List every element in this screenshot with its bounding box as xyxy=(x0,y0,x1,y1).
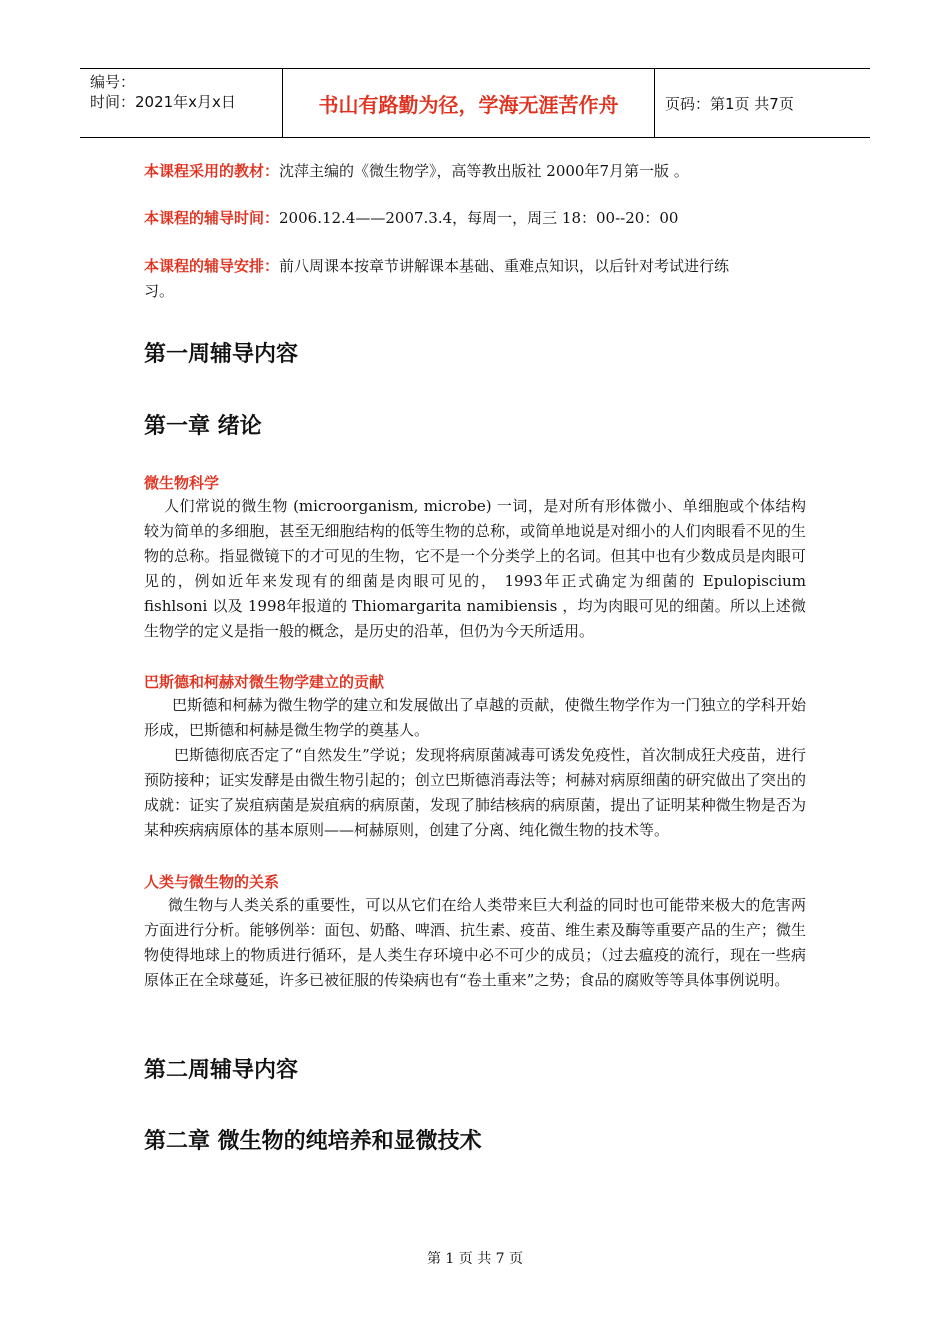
header-motto: 书山有路勤为径，学海无涯苦作舟 xyxy=(283,69,655,137)
week2-title: 第二周辅导内容 xyxy=(144,1058,299,1083)
week1-title: 第一周辅导内容 xyxy=(144,342,299,367)
textbook-label: 本课程采用的教材： xyxy=(144,162,280,180)
plan-line-2: 习。 xyxy=(144,282,175,300)
header-page-info: 页码：第1页 共7页 xyxy=(665,94,794,113)
textbook-line xyxy=(144,159,814,184)
section-paragraph: 巴斯德和柯赫为微生物学的建立和发展做出了卓越的贡献，使微生物学作为一门独立的学科开始形成，巴斯德和柯赫是微生物学的奠基人。 xyxy=(144,696,806,739)
document-header xyxy=(80,68,870,138)
schedule-label: 本课程的辅导时间： xyxy=(144,209,280,227)
time-label: 时间：2021年x月x日 xyxy=(90,93,236,111)
section-heading: 巴斯德和柯赫对微生物学建立的贡献 xyxy=(144,673,385,691)
schedule-value: 2006.12.4——2007.3.4，每周一，周三 18：00--20：00 xyxy=(279,209,679,227)
section-paragraph: 微生物与人类关系的重要性，可以从它们在给人类带来巨大利益的同时也可能带来极大的危害两方面进行分析。能够例举：面包、奶酪、啤酒、抗生素、疫苗、维生素及酶等重要产品的生产；微生物使得地球上的物质进行循环，是人类生存环境中必不可少的成员；（过去瘟疫的流行，现在一些病原体正在全球蔓延，许多已被征服的传染病也有“卷土重来”之势；食品的腐败等等具体事例说明。 xyxy=(144,896,806,989)
section-paragraph: 巴斯德彻底否定了“自然发生”学说；发现将病原菌减毒可诱发免疫性，首次制成狂犬疫苗，进行预防接种；证实发酵是由微生物引起的；创立巴斯德消毒法等；柯赫对病原细菌的研究做出了突出的成就：证实了炭疽病菌是炭疽病的病原菌，发现了肺结核病的病原菌，提出了证明某种微生物是否为某种疾病病原体的基本原则——柯赫原则，创建了分离、纯化微生物的技术等。 xyxy=(144,746,806,839)
number-label: 编号： xyxy=(90,73,136,91)
textbook-value: 沈萍主编的《微生物学》，高等教出版社 2000年7月第一版 。 xyxy=(279,162,689,180)
section-paragraph: 人们常说的微生物 (microorganism, microbe) 一词，是对所有形体微小、单细胞或个体结构较为简单的多细胞，甚至无细胞结构的低等生物的总称，或简单地说是对细小的人们肉眼看不见的生物的总称。指显微镜下的才可见的生物，它不是一个分类学上的名词。但其中也有少数成员是肉眼可见的，例如近年来发现有的细菌是肉眼可见的， 1993年正式确定为细菌的 Epulopiscium fishlsoni 以及 1998年报道的 Thiomargarita namibiensis ，均为肉眼可见的细菌。所以上述微生物学的定义是指一般的概念，是历史的沿革，但仍为今天所适用。 xyxy=(144,497,806,640)
chapter2-title: 第二章 微生物的纯培养和显微技术 xyxy=(144,1129,482,1154)
plan-value: 前八周课本按章节讲解课本基础、重难点知识，以后针对考试进行练 xyxy=(279,257,730,275)
section-heading: 微生物科学 xyxy=(144,474,220,492)
schedule-line xyxy=(144,206,814,231)
section-heading: 人类与微生物的关系 xyxy=(144,873,280,891)
plan-label: 本课程的辅导安排： xyxy=(144,257,280,275)
header-meta-cell xyxy=(80,69,283,137)
plan-line xyxy=(144,254,814,279)
page-footer: 第 1 页 共 7 页 xyxy=(426,1251,524,1267)
chapter1-title: 第一章 绪论 xyxy=(144,414,262,439)
